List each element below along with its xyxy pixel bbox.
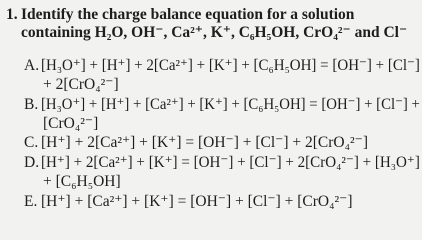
option-b-line-2: [CrO₄²⁻] — [43, 115, 99, 132]
option-a-line-2: + 2[CrO₄²⁻] — [43, 76, 119, 93]
question-text-line-2: containing H₂O, OH⁻, Ca²⁺, K⁺, C₆H₅OH, CrO₄²⁻ and Cl⁻ — [21, 24, 408, 41]
option-a-line-1: [H₃O⁺] + [H⁺] + 2[Ca²⁺] + [K⁺] + [C₆H₅OH] = [OH⁻] + [Cl⁻] — [41, 57, 420, 74]
option-d-line-1: [H⁺] + 2[Ca²⁺] + [K⁺] = [OH⁻] + [Cl⁻] + 2[CrO₄²⁻] + [H₃O⁺] — [41, 154, 420, 171]
option-b-line-1: [H₃O⁺] + [H⁺] + [Ca²⁺] + [K⁺] + [C₆H₅OH] = [OH⁻] + [Cl⁻] + — [41, 96, 420, 113]
option-e-line-1: [H⁺] + [Ca²⁺] + [K⁺] = [OH⁻] + [Cl⁻] + [CrO₄²⁻] — [41, 193, 353, 210]
option-b-letter: B. — [24, 96, 39, 113]
option-d-line-2: + [C₆H₅OH] — [43, 173, 121, 190]
question-text-line-1: Identify the charge balance equation for a solution — [21, 6, 355, 23]
question-number: 1. — [6, 6, 18, 23]
option-a-letter: A. — [24, 57, 40, 74]
option-d-letter: D. — [24, 154, 40, 171]
option-e-letter: E. — [24, 193, 38, 210]
option-c-letter: C. — [24, 134, 39, 151]
option-c-line-1: [H⁺] + 2[Ca²⁺] + [K⁺] = [OH⁻] + [Cl⁻] + 2[CrO₄²⁻] — [41, 134, 369, 151]
